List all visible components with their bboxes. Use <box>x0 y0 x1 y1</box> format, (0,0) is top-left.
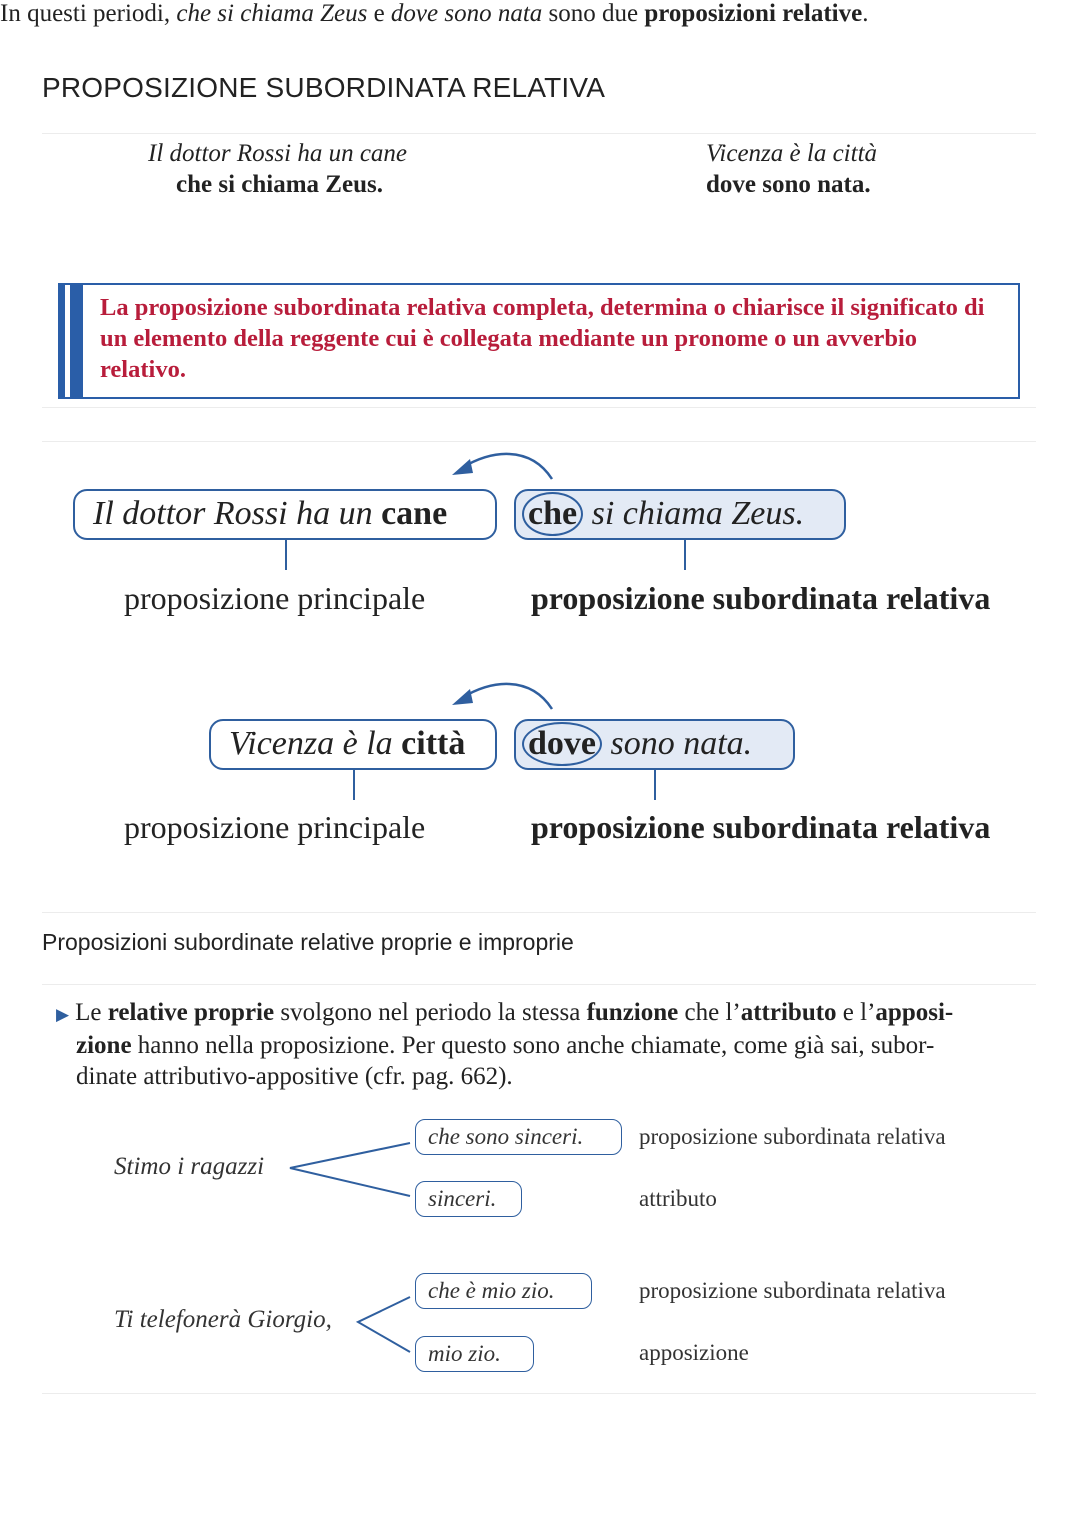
intro-mid: e <box>373 0 385 27</box>
intro-prefix: In questi periodi, <box>0 0 171 27</box>
antecedent-word: città <box>401 725 466 762</box>
para-text: che l’ <box>684 999 741 1026</box>
section-title: Proposizioni subordinate relative proprie e improprie <box>42 929 574 955</box>
para-bold: zione <box>76 1032 132 1059</box>
attribute-option-box: sinceri. <box>415 1181 522 1217</box>
example-left-relative: che si chiama Zeus. <box>176 171 383 198</box>
example-right-main: Vicenza è la città <box>706 140 878 167</box>
para-text: dinate attributivo-appositive (cfr. pag. 662). <box>76 1063 513 1090</box>
relative-clause-text: si chiama Zeus. <box>591 495 805 532</box>
branch-fork-1 <box>290 1143 410 1196</box>
definition-text: La proposizione subordinata relativa completa, determina o chiarisce il significato di un elemento della reggente cui è collegata mediante un pronome o un avverbio relativo. <box>100 294 985 383</box>
para-text: hanno nella proposizione. Per questo sono anche chiamate, come già sai, subor- <box>137 1032 935 1059</box>
option-label: apposizione <box>639 1340 749 1365</box>
relative-clause-text: sono nata. <box>610 725 753 762</box>
example-left-main: Il dottor Rossi ha un cane <box>148 140 408 167</box>
branch-fork-2 <box>358 1297 410 1352</box>
option-label: proposizione subordinata relativa <box>639 1124 946 1149</box>
relative-adverb: dove <box>522 722 602 766</box>
label-principal: proposizione principale <box>124 580 426 616</box>
antecedent-word: cane <box>381 495 448 532</box>
para-bold: attributo <box>740 999 837 1026</box>
apposition-option-box: mio zio. <box>415 1336 534 1372</box>
example-main-clause: Stimo i ragazzi <box>114 1153 265 1180</box>
para-text: Le <box>75 999 102 1026</box>
label-principal: proposizione principale <box>124 809 426 845</box>
para-bold: relative proprie <box>107 999 275 1026</box>
relative-pronoun: che <box>522 492 583 536</box>
bullet-triangle-icon: ▶ <box>56 1005 70 1024</box>
label-relative: proposizione subordinata relativa <box>531 580 991 616</box>
relative-option-box: che è mio zio. <box>415 1273 592 1309</box>
intro-relative-1: che si chiama Zeus <box>176 0 368 27</box>
intro-bold: proposizioni relative <box>644 0 863 27</box>
example-right-relative: dove sono nata. <box>706 171 871 198</box>
page-title: PROPOSIZIONE SUBORDINATA RELATIVA <box>42 72 606 103</box>
relative-option-box: che sono sinceri. <box>415 1119 622 1155</box>
main-clause-text: Vicenza è la <box>229 725 393 762</box>
para-text: e l’ <box>842 999 876 1026</box>
label-relative: proposizione subordinata relativa <box>531 809 991 845</box>
para-text: svolgono nel periodo la stessa <box>280 999 581 1026</box>
option-label: attributo <box>639 1186 717 1211</box>
main-clause-text: Il dottor Rossi ha un <box>93 495 373 532</box>
example-main-clause: Ti telefonerà Giorgio, <box>114 1306 332 1333</box>
para-bold: apposi- <box>875 999 954 1026</box>
intro-relative-2: dove sono nata <box>390 0 543 27</box>
option-label: proposizione subordinata relativa <box>639 1278 946 1303</box>
para-bold: funzione <box>586 999 679 1026</box>
intro-suffix: sono due <box>548 0 639 27</box>
intro-end: . <box>862 0 869 27</box>
